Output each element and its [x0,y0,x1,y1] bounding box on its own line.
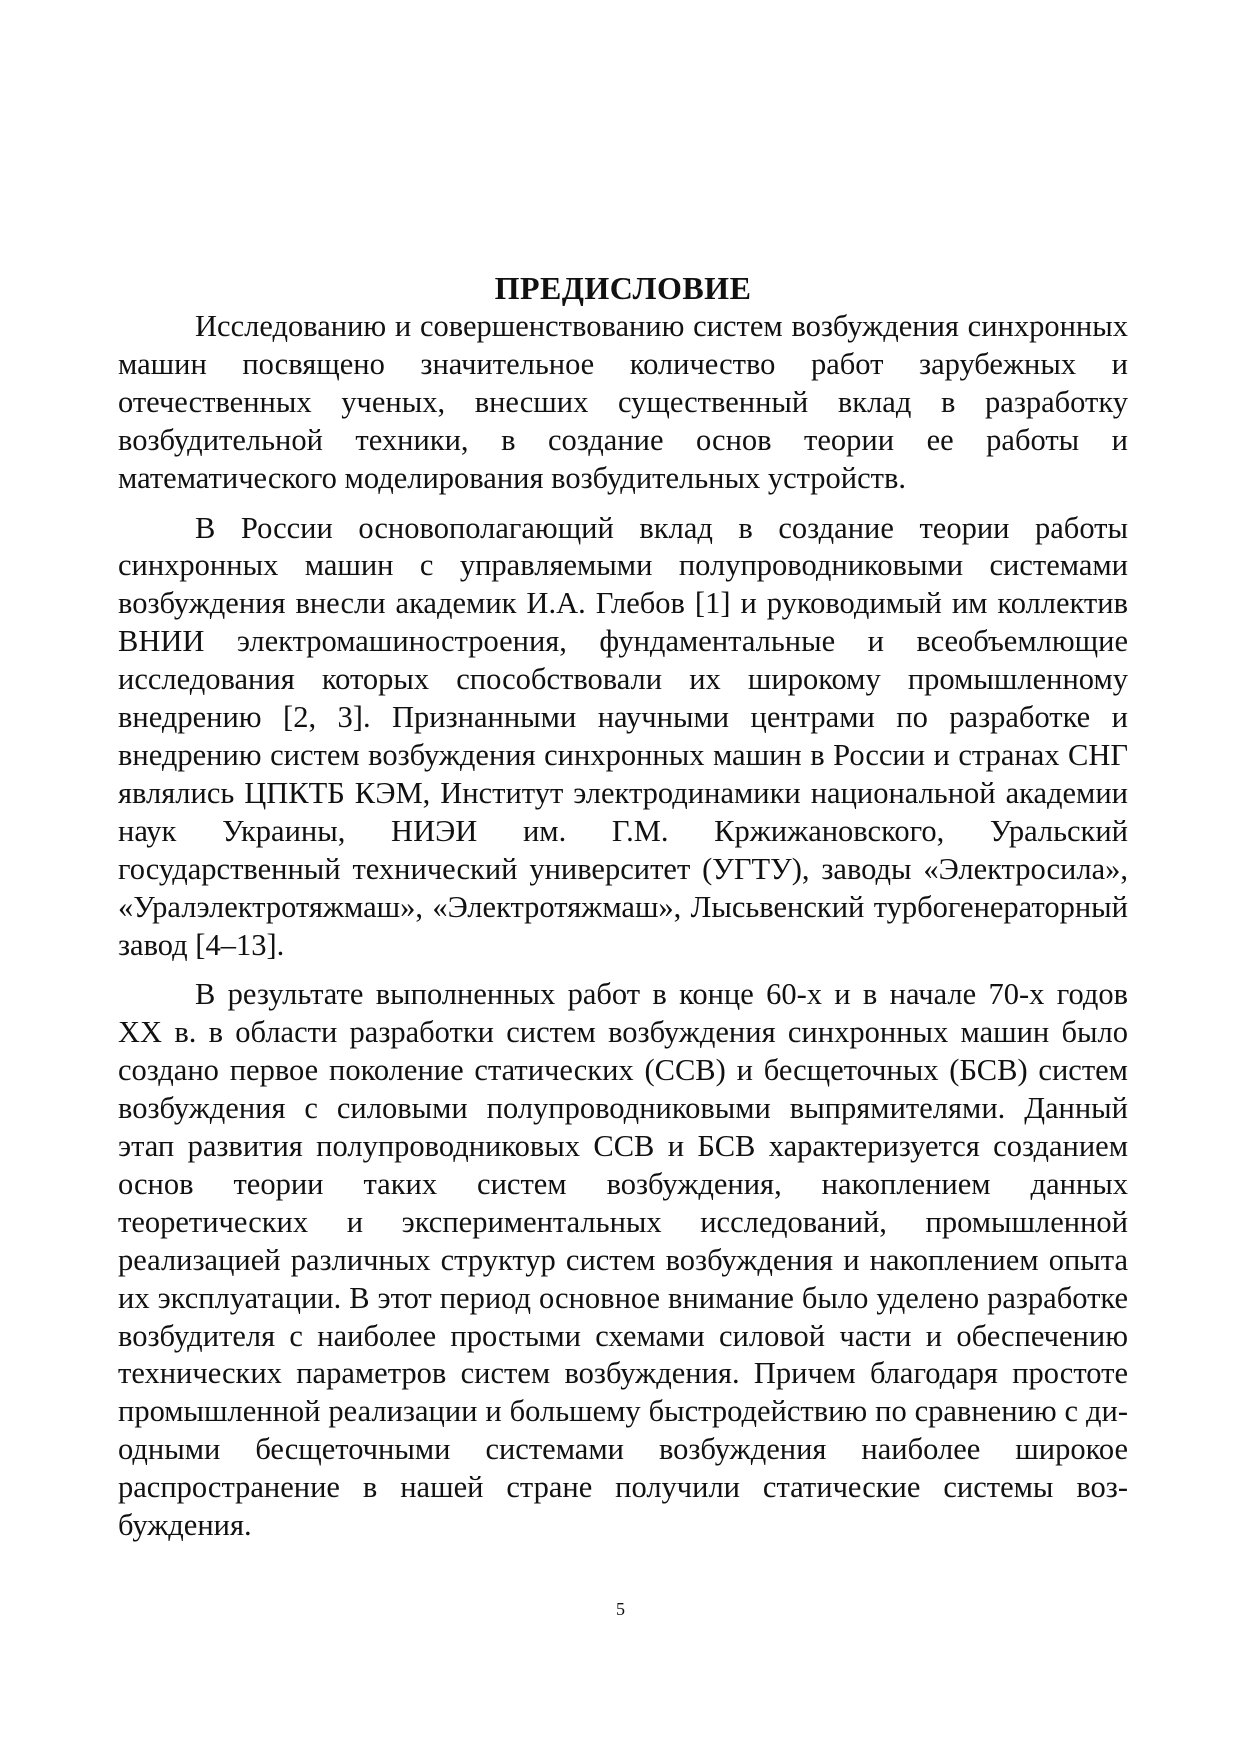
paragraph-1: Исследованию и совершенствованию систем возбуждения синхронных машин посвящено значительное количество работ зарубежных и отечественных ученых, внесших существенный вклад в разработку возбудительной техники, в создание основ теории ее работы и математического моделирования возбудительных устройств. [118,309,1128,495]
paragraph-3: В результате выполненных работ в конце 60-х и в начале 70-х годов XX в. в области разработки систем возбуждения синхронных машин было создано первое поколение статических (ССВ) и бесщеточных (БСВ) систем возбуждения с силовыми полупроводниковыми выпрямителями. Данный этап развития полупроводниковых ССВ и БСВ характеризуется созданием основ теории таких систем возбуждения, накоплением данных теоретических и экспериментальных исследований, промышленной реализацией различных структур систем возбуждения и накоплением опыта их эксплуатации. В этот период основное внимание было уделено разработке возбудителя с наиболее простыми схемами силовой части и обеспечению технических параметров систем возбуждения. Причем благодаря простоте промышленной реализации и большему быстродействию по сравнению с диодными бесщеточными системами возбуждения наиболее широкое распространение в нашей стране получили статические системы возбуждения. [118,977,1128,1543]
page-content [118,268,1128,1557]
paragraph-2: В России основополагающий вклад в создание теории работы синхронных машин с управляемыми полупроводниковыми системами возбуждения внесли академик И.А. Глебов [1] и руководимый им коллектив ВНИИ электромашиностроения, фундаментальные и всеобъемлющие исследования которых способствовали их широкому промышленному внедрению [2, 3]. Признанными научными центрами по разработке и внедрению систем возбуждения синхронных машин в России и странах СНГ являлись ЦПКТБ КЭМ, Институт электродинамики национальной академии наук Украины, НИЭИ им. Г.М. Кржижановского, Уральский государственный технический университет (УГТУ), заводы «Электросила», «Уралэлектротяжмаш», «Электротяжмаш», Лысьвенский турбогенераторный завод [4–13]. [118,510,1128,962]
page-number: 5 [616,1599,625,1619]
page-title: ПРЕДИСЛОВИЕ [494,270,752,306]
